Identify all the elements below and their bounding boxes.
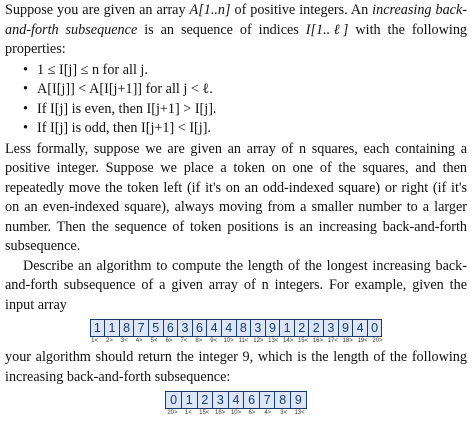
task-paragraph: Describe an algorithm to compute the length of the longest increasing back-and-forth subsequence of a given array of n integers. For example, given the input array: [5, 257, 467, 313]
array-cell: 7: [260, 391, 276, 409]
array-index-label: 4>: [264, 410, 272, 416]
array-index-label: 17<: [327, 338, 338, 344]
array-index-label: 20>: [372, 338, 383, 344]
array-cell: 4: [222, 319, 237, 337]
array-cell: 6: [193, 319, 208, 337]
array-cell: 4: [229, 391, 245, 409]
intro-text-2: of positive integers. An: [234, 2, 369, 18]
array-cell: 9: [339, 319, 354, 337]
array-index-label: 18>: [215, 410, 226, 416]
array-index-label: 1<: [184, 410, 192, 416]
array-index-label: 16>: [312, 338, 323, 344]
array-index-label: 9<: [210, 338, 218, 344]
array-index-label: 20>: [167, 410, 178, 416]
input-array-index-labels: [87, 337, 385, 346]
array-cell: 2: [198, 391, 214, 409]
array-cell: 1: [105, 319, 120, 337]
array-cell: 3: [178, 319, 193, 337]
array-cell: 2: [295, 319, 310, 337]
array-cell: 4: [207, 319, 222, 337]
array-cell: 6: [164, 319, 179, 337]
array-index-label: 3<: [120, 338, 128, 344]
intro-text-3: is an sequence of indices: [144, 21, 299, 38]
array-cell: 3: [251, 319, 266, 337]
array-index-label: 11<: [238, 338, 249, 344]
array-index-label: 13<: [294, 410, 305, 416]
property-item: • 1 ≤ I[j] ≤ n for all j.: [23, 61, 467, 81]
array-index-label: 3<: [280, 410, 288, 416]
array-index-label: 7<: [180, 338, 188, 344]
property-item: • If I[j] is odd, then I[j+1] < I[j].: [23, 119, 467, 139]
array-cell: 8: [275, 391, 291, 409]
property-item: • If I[j] is even, then I[j+1] > I[j].: [23, 100, 467, 120]
input-array-figure: [5, 319, 467, 346]
array-cell: 2: [309, 319, 324, 337]
input-array: [90, 319, 383, 337]
result-array-index-labels: [164, 409, 307, 418]
array-index-label: 8>: [195, 338, 203, 344]
array-index-label: 18>: [342, 338, 353, 344]
property-list: [5, 61, 467, 139]
array-cell: 7: [134, 319, 149, 337]
array-index-label: 10>: [223, 338, 234, 344]
result-paragraph: your algorithm should return the integer 9, which is the length of the following increasing back-and-forth subsequence:: [5, 349, 467, 385]
array-cell: 4: [353, 319, 368, 337]
array-cell: 5: [149, 319, 164, 337]
array-cell: 1: [91, 319, 106, 337]
array-cell: 3: [324, 319, 339, 337]
property-item: • A[I[j]] < A[I[j+1]] for all j < ℓ.: [23, 80, 467, 100]
array-index-label: 4>: [135, 338, 143, 344]
array-index-label: 5<: [150, 338, 158, 344]
array-notation: A[1..n]: [189, 2, 231, 18]
array-index-label: 2>: [106, 338, 113, 344]
array-cell: 1: [182, 391, 198, 409]
array-cell: 1: [280, 319, 295, 337]
array-cell: 6: [244, 391, 260, 409]
term-definition: increasing back-and-forth subsequence: [5, 2, 467, 38]
array-cell: 3: [213, 391, 229, 409]
array-index-label: 19<: [357, 338, 368, 344]
array-cell: 0: [166, 391, 182, 409]
array-index-label: 6>: [248, 410, 256, 416]
array-index-label: 15<: [297, 338, 309, 344]
result-array: [165, 391, 306, 409]
array-index-label: 14>: [283, 338, 294, 344]
array-index-label: 1<: [91, 338, 98, 344]
problem-statement: [5, 1, 467, 420]
array-cell: 0: [368, 319, 383, 337]
intro-text-1: Suppose you are given an array: [5, 2, 186, 18]
array-cell: 9: [291, 391, 307, 409]
array-cell: 8: [120, 319, 135, 337]
result-array-figure: [5, 391, 467, 418]
array-index-label: 10>: [230, 410, 242, 416]
array-index-label: 6>: [165, 338, 173, 344]
array-index-label: 12>: [253, 338, 264, 344]
array-index-label: 13<: [268, 338, 279, 344]
intro-text-4: with the following properties:: [5, 21, 468, 57]
array-index-label: 15<: [199, 410, 210, 416]
intro-paragraph: [5, 1, 467, 60]
informal-paragraph: Less formally, suppose we are given an array of n squares, each containing a positive integer. Suppose we place a token on one of the squares, and then repeatedly move the token left (if it's on an odd-indexed square) or right (if it's on an even-indexed square), always moving from a smaller number to a larger number. Then the sequence of token positions is an increasing back-and-forth subsequence.: [5, 140, 467, 254]
index-notation: I[1..ℓ]: [305, 21, 349, 38]
array-cell: 8: [237, 319, 252, 337]
array-cell: 9: [266, 319, 281, 337]
